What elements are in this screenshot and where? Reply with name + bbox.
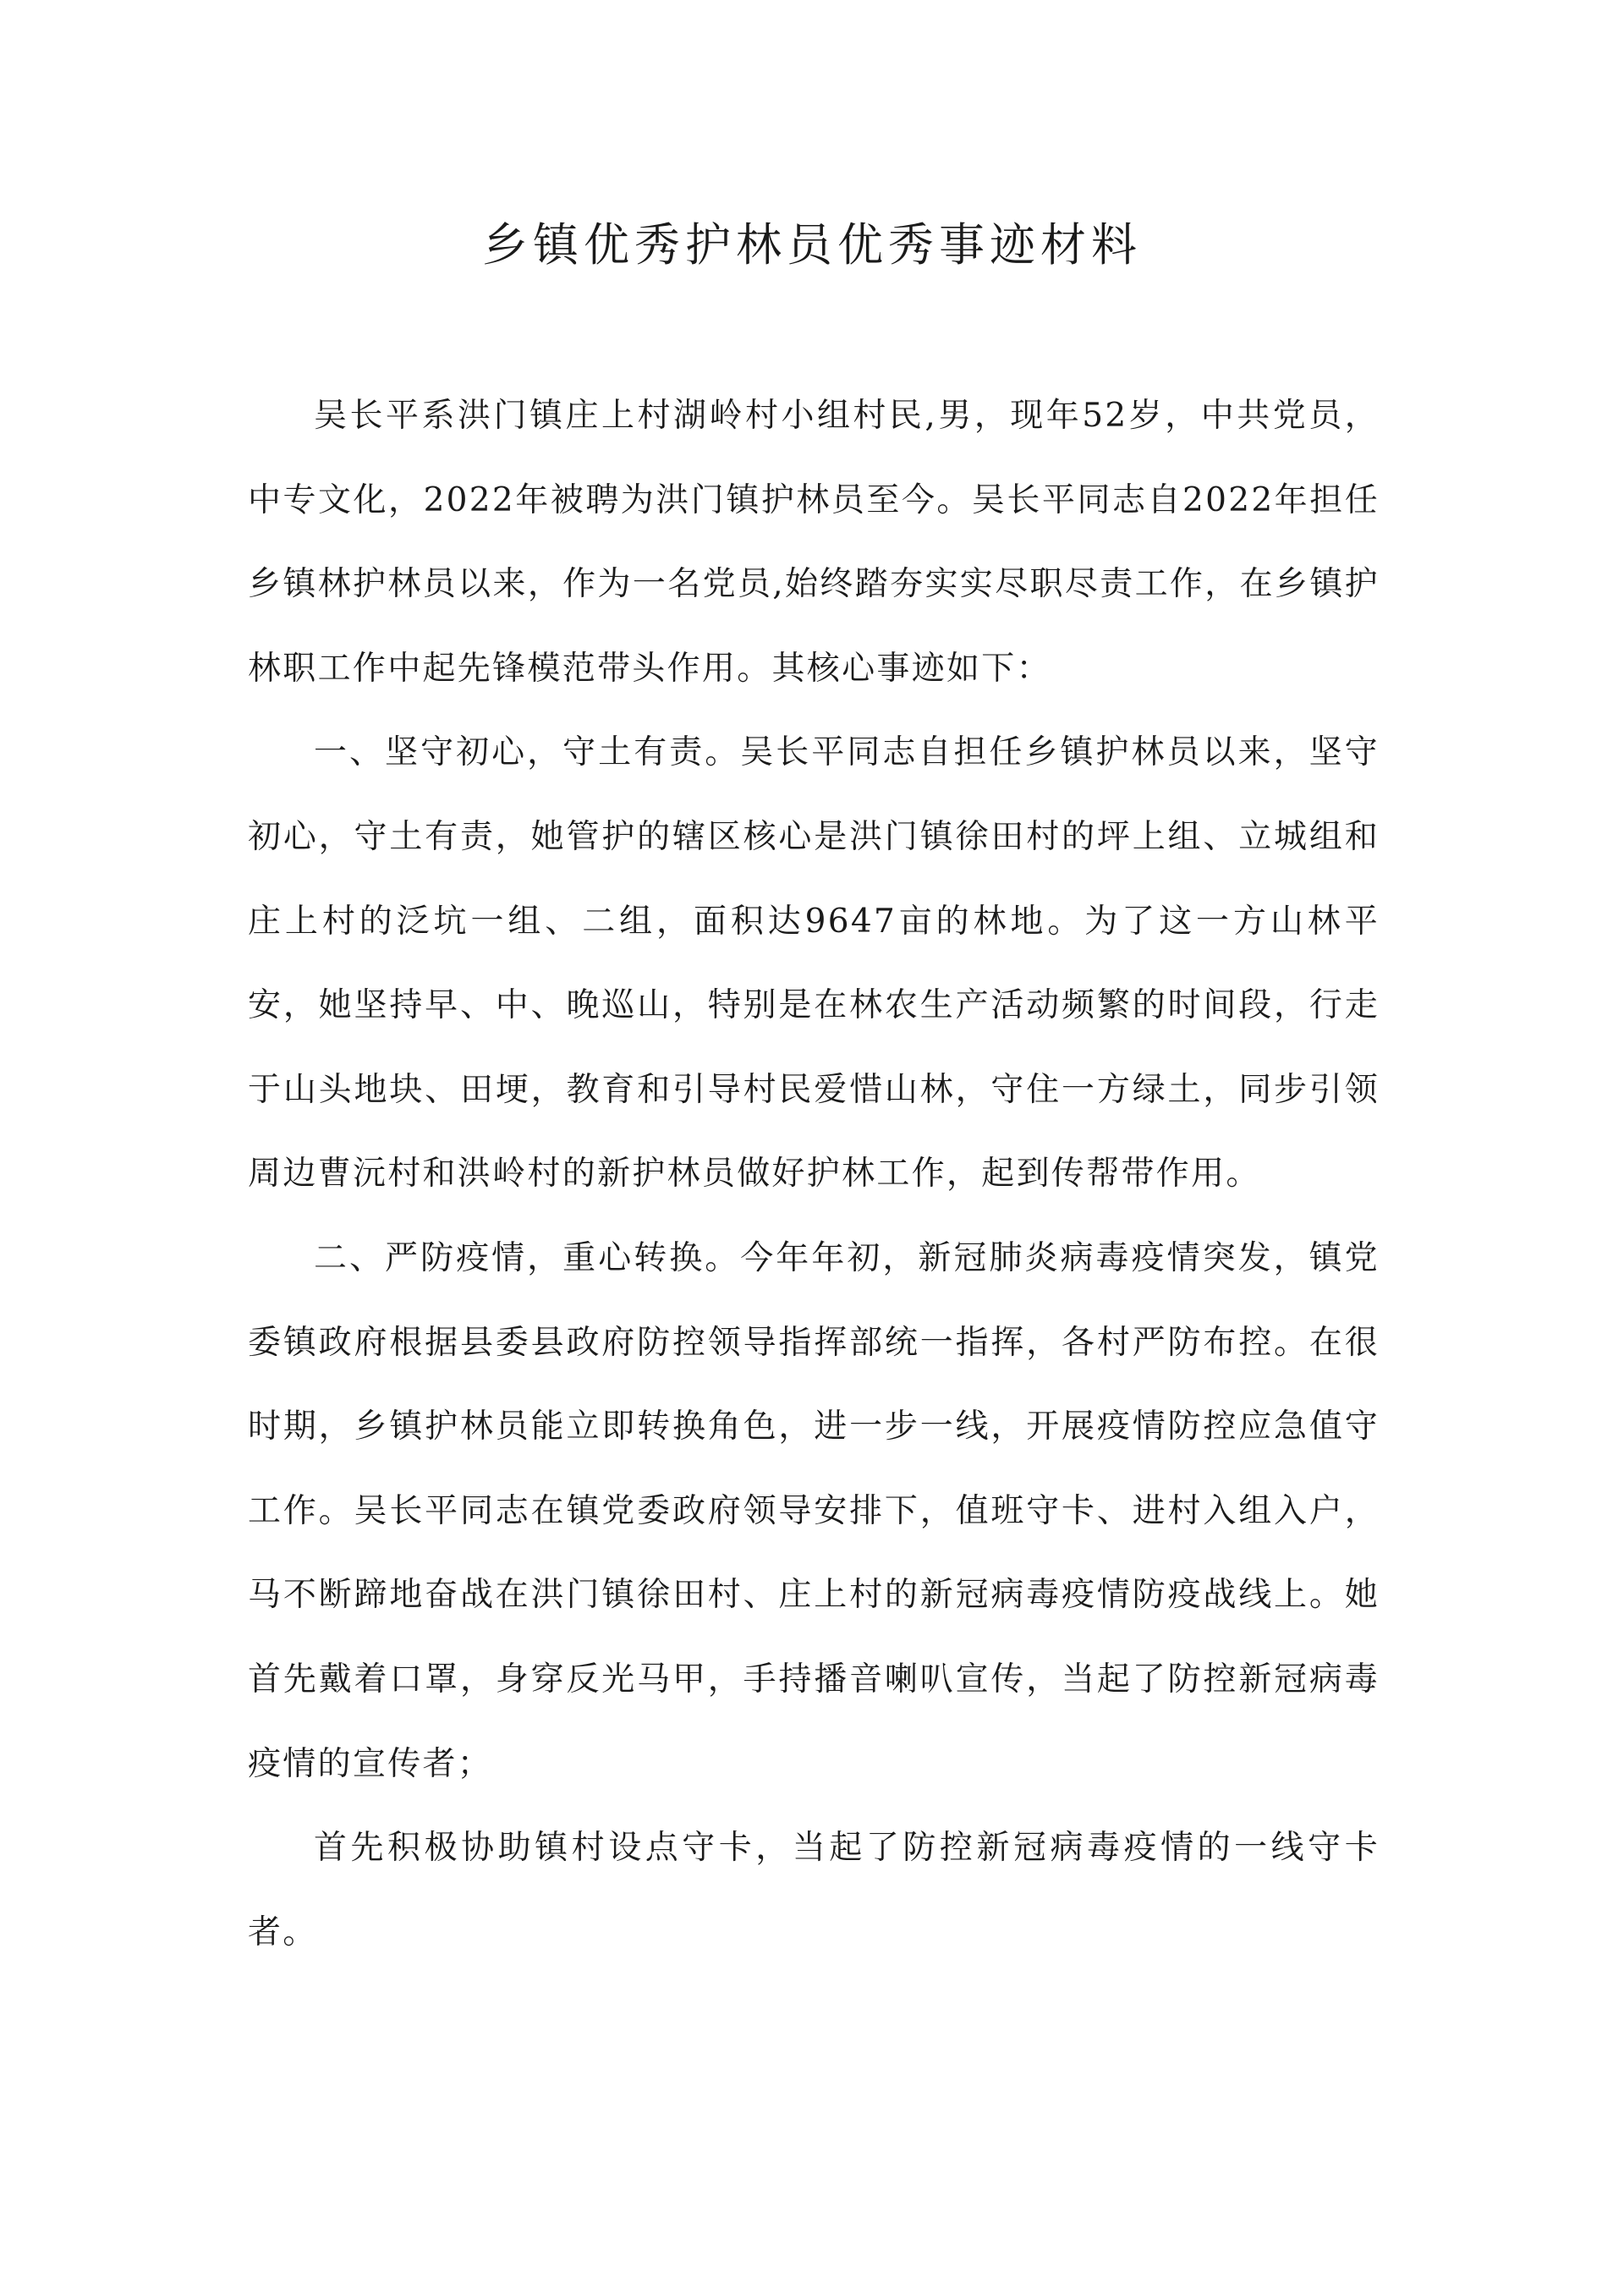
paragraph-section-2-continued: 首先积极协助镇村设点守卡，当起了防控新冠病毒疫情的一线守卡者。 — [248, 1829, 1380, 1951]
paragraph-intro: 吴长平系洪门镇庄上村湖岭村小组村民,男，现年52岁，中共党员，中专文化，2022年被聘为洪门镇护林员至今。吴长平同志自2022年担任乡镇林护林员以来，作为一名党员,始终踏夯实实尽职尽责工作，在乡镇护林职工作中起先锋模范带头作用。其核心事迹如下： — [248, 397, 1380, 688]
document-body — [248, 374, 1380, 1974]
paragraph-section-1: 一、坚守初心，守土有责。吴长平同志自担任乡镇护林员以来，坚守初心，守土有责，她管护的辖区核心是洪门镇徐田村的坪上组、立城组和庄上村的泛坑一组、二组，面积达9647亩的林地。为了这一方山林平安，她坚持早、中、晚巡山，特别是在林农生产活动频繁的时间段，行走于山头地块、田埂，教育和引导村民爱惜山林，守住一方绿土，同步引领周边曹沅村和洪岭村的新护林员做好护林工作，起到传帮带作用。 — [248, 733, 1380, 1194]
paragraph-section-2: 二、严防疫情，重心转换。今年年初，新冠肺炎病毒疫情突发，镇党委镇政府根据县委县政府防控领导指挥部统一指挥，各村严防布控。在很时期，乡镇护林员能立即转换角色，进一步一线，开展疫情防控应急值守工作。吴长平同志在镇党委政府领导安排下，值班守卡、进村入组入户，马不断蹄地奋战在洪门镇徐田村、庄上村的新冠病毒疫情防疫战线上。她首先戴着口罩，身穿反光马甲，手持播音喇叭宣传，当起了防控新冠病毒疫情的宣传者； — [248, 1238, 1380, 1783]
document-title: 乡镇优秀护林员优秀事迹材料 — [482, 218, 1142, 272]
